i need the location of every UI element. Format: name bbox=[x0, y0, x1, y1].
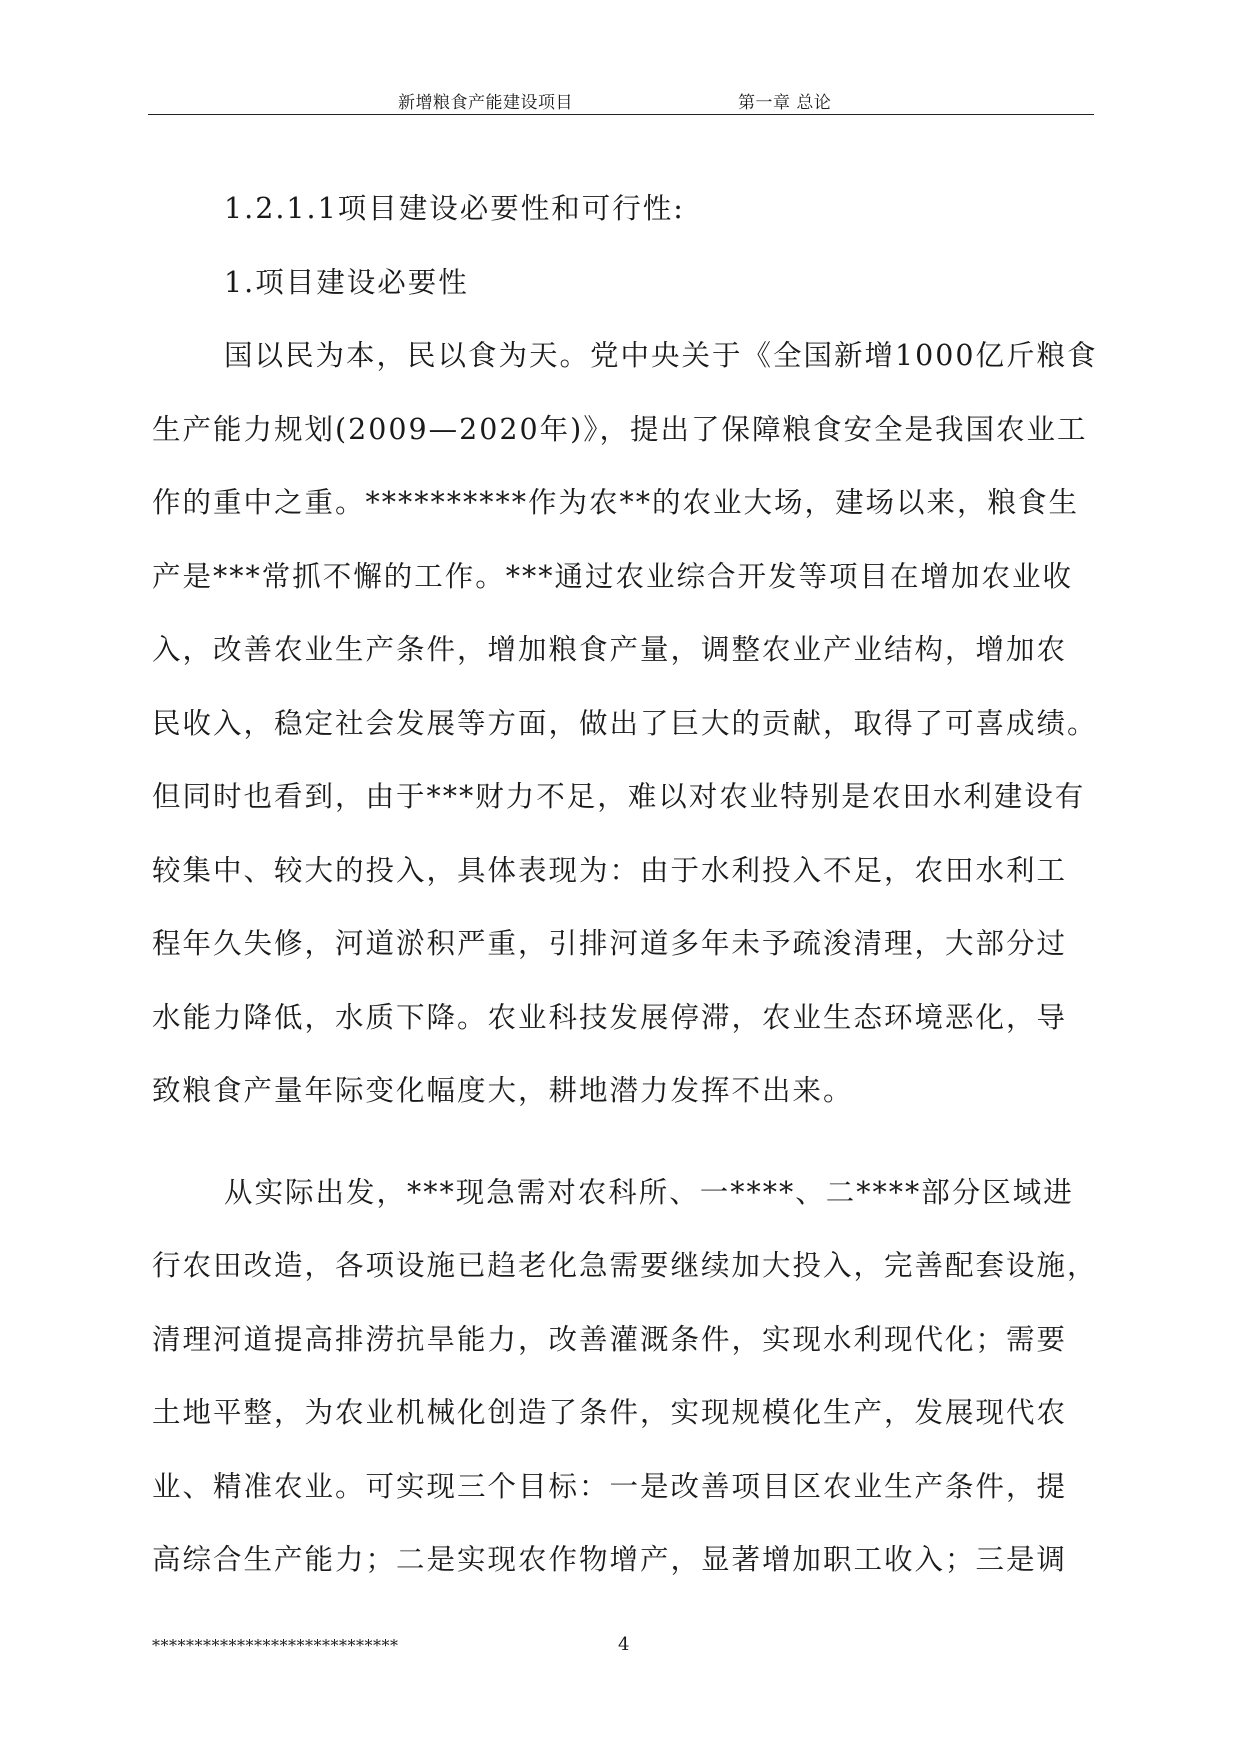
document-body bbox=[152, 172, 1098, 1597]
section-heading: 1.2.1.1项目建设必要性和可行性: bbox=[224, 192, 685, 225]
paragraph-line: 作的重中之重。**********作为农**的农业大场，建场以来，粮食生 bbox=[152, 486, 1080, 519]
paragraph-line: 土地平整，为农业机械化创造了条件，实现规模化生产，发展现代农 bbox=[152, 1396, 1068, 1429]
footer-masked-text: ***************************** bbox=[152, 1636, 399, 1655]
paragraph-line: 但同时也看到，由于***财力不足，难以对农业特别是农田水利建设有 bbox=[152, 780, 1086, 813]
paragraph-line: 民收入，稳定社会发展等方面，做出了巨大的贡献，取得了可喜成绩。 bbox=[152, 706, 1098, 740]
paragraph-line: 高综合生产能力；二是实现农作物增产，显著增加职工收入；三是调 bbox=[152, 1543, 1068, 1576]
paragraph-line: 程年久失修，河道淤积严重，引排河道多年未予疏浚清理，大部分过 bbox=[152, 927, 1068, 960]
paragraph-spacer bbox=[152, 1128, 1090, 1156]
page-footer bbox=[152, 1636, 1092, 1660]
page-header bbox=[148, 84, 1094, 115]
paragraph-line: 生产能力规划(2009—2020年)》，提出了保障粮食安全是我国农业工 bbox=[152, 412, 1088, 446]
paragraph-line: 从实际出发，***现急需对农科所、一****、二****部分区域进 bbox=[224, 1175, 1074, 1209]
paragraph-line: 行农田改造，各项设施已趋老化急需要继续加大投入，完善配套设施， bbox=[152, 1249, 1098, 1282]
paragraph-1 bbox=[152, 319, 1098, 1128]
paragraph-line: 入，改善农业生产条件，增加粮食产量，调整农业产业结构，增加农 bbox=[152, 633, 1068, 666]
paragraph-line: 清理河道提高排涝抗旱能力，改善灌溉条件，实现水利现代化；需要 bbox=[152, 1322, 1068, 1356]
header-project-title: 新增粮食产能建设项目 bbox=[398, 93, 573, 113]
page-number: 4 bbox=[618, 1634, 630, 1655]
header-chapter-title: 第一章 总论 bbox=[738, 93, 832, 113]
paragraph-line: 产是***常抓不懈的工作。***通过农业综合开发等项目在增加农业收 bbox=[152, 559, 1074, 593]
paragraph-line: 水能力降低，水质下降。农业科技发展停滞，农业生态环境恶化，导 bbox=[152, 1000, 1068, 1034]
paragraph-line: 业、精准农业。可实现三个目标：一是改善项目区农业生产条件，提 bbox=[152, 1469, 1068, 1503]
paragraph-line: 国以民为本，民以食为天。党中央关于《全国新增1000亿斤粮食 bbox=[224, 339, 1098, 372]
paragraph-line: 致粮食产量年际变化幅度大，耕地潜力发挥不出来。 bbox=[152, 1074, 854, 1107]
paragraph-line: 较集中、较大的投入，具体表现为：由于水利投入不足，农田水利工 bbox=[152, 853, 1068, 887]
paragraph-2 bbox=[152, 1156, 1098, 1597]
subsection-heading: 1.项目建设必要性 bbox=[224, 265, 469, 299]
